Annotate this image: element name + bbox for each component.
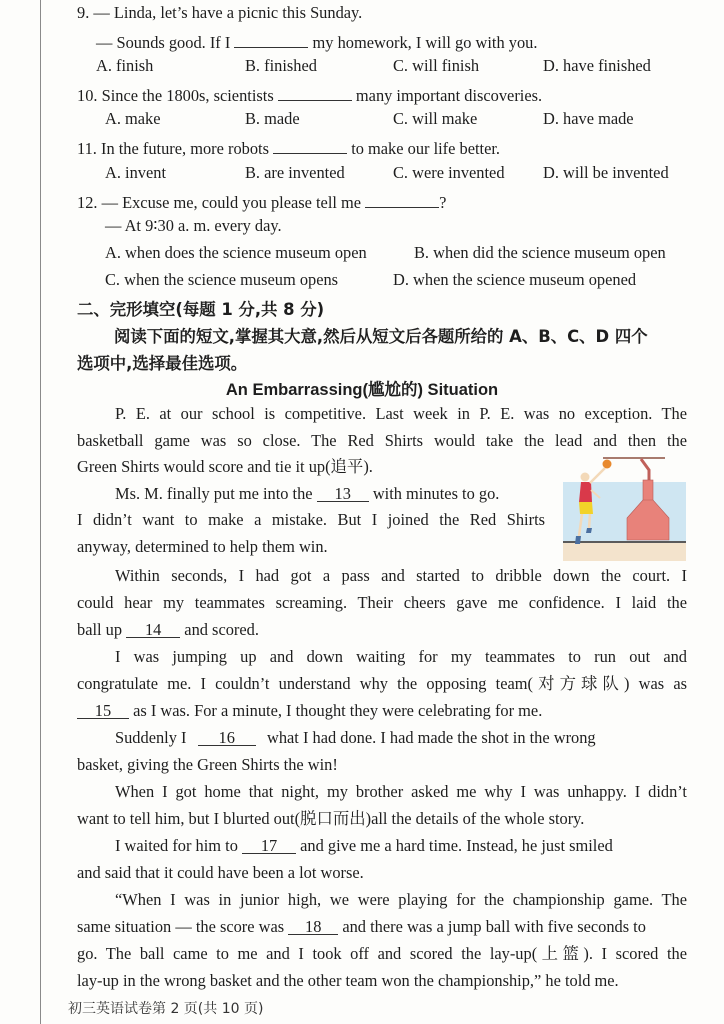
- passage-text: Suddenly I: [115, 728, 187, 747]
- option-d: D. will be invented: [543, 163, 669, 182]
- option-a: A. invent: [105, 163, 167, 182]
- passage-text: Ms. M. finally put me into the: [115, 484, 313, 503]
- passage-text: same situation — the score was: [77, 917, 285, 936]
- section-heading: 二、完形填空(每题 1 分,共 8 分): [77, 300, 325, 319]
- passage-line: [115, 728, 687, 748]
- question-9-reply: [96, 30, 537, 53]
- passage-line: When I got home that night, my brother asked me why I was unhappy. I didn’t: [115, 782, 687, 801]
- option-c: C. will finish: [393, 56, 480, 75]
- question-text: In the future, more robots: [101, 139, 269, 158]
- page-footer: 初三英语试卷第 2 页(共 10 页): [68, 1001, 264, 1017]
- option-c: C. when the science museum opens: [105, 270, 339, 289]
- option-a: A. finish: [96, 56, 154, 75]
- passage-line: [115, 484, 499, 504]
- option-a: A. when does the science museum open: [105, 243, 367, 262]
- option-b: B. finished: [245, 56, 317, 75]
- section-instruction: 阅读下面的短文,掌握其大意,然后从短文后各题所给的 A、B、C、D 四个: [114, 327, 648, 346]
- blank-15: 15: [77, 701, 129, 719]
- basketball-icon: [603, 460, 612, 469]
- margin-line: [40, 0, 41, 1024]
- question-text: to make our life better.: [351, 139, 501, 158]
- passage-text: and there was a jump ball with five seconds to: [342, 917, 646, 936]
- player-shoe: [575, 536, 581, 544]
- answer-blank: [273, 136, 347, 154]
- option-d: D. have finished: [543, 56, 651, 75]
- option-a: A. make: [105, 109, 161, 128]
- question-text: — Excuse me, could you please tell me: [101, 193, 362, 212]
- player-leg: [589, 514, 590, 528]
- passage-text: and scored.: [184, 620, 259, 639]
- option-b: B. when did the science museum open: [414, 243, 666, 262]
- passage-line: could hear my teammates screaming. Their cheers gave me confidence. I laid the: [77, 593, 687, 612]
- blank-16: 16: [198, 728, 256, 746]
- passage-text: what I had done. I had made the shot in the wrong: [266, 728, 596, 747]
- passage-line: basket, giving the Green Shirts the win!: [77, 755, 338, 774]
- blank-17: 17: [242, 836, 296, 854]
- question-text: — Linda, let’s have a picnic this Sunday.: [93, 3, 363, 22]
- blank-18: 18: [288, 917, 338, 935]
- passage-line: go. The ball came to me and I took off and scored the lay-up(上篮). I scored the: [77, 944, 687, 963]
- court-floor: [563, 542, 686, 561]
- question-text: my homework, I will go with you.: [312, 33, 538, 52]
- question-text: ?: [439, 193, 447, 212]
- passage-line: I didn’t want to make a mistake. But I joined the Red Shirts: [77, 510, 545, 529]
- question-text: Since the 1800s, scientists: [101, 86, 274, 105]
- passage-line: basketball game was so close. The Red Shirts would take the lead and then the: [77, 431, 687, 450]
- option-c: C. will make: [393, 109, 478, 128]
- passage-line: I was jumping up and down waiting for my teammates to run out and: [115, 647, 687, 666]
- passage-line: [77, 917, 646, 937]
- player-head: [581, 473, 590, 482]
- blank-14: 14: [126, 620, 180, 638]
- player-shirt: [579, 482, 592, 502]
- question-12: [77, 190, 446, 213]
- player-arm: [590, 468, 605, 483]
- passage-line: Within seconds, I had got a pass and started to dribble down the court. I: [115, 566, 687, 585]
- passage-line: [115, 836, 613, 856]
- answer-blank: [365, 190, 439, 208]
- passage-title: An Embarrassing(尴尬的) Situation: [225, 381, 499, 399]
- question-number: 10.: [77, 86, 98, 105]
- question-9: [77, 3, 362, 23]
- passage-line: P. E. at our school is competitive. Last week in P. E. was no exception. The: [115, 404, 687, 423]
- hoop-arm: [641, 459, 649, 480]
- question-number: 9.: [77, 3, 90, 22]
- option-d: D. when the science museum opened: [393, 270, 637, 289]
- passage-line: lay-up in the wrong basket and the other team won the championship,” he told me.: [77, 971, 619, 990]
- question-text: many important discoveries.: [355, 86, 543, 105]
- basketball-illustration: [563, 456, 686, 561]
- passage-line: want to tell him, but I blurted out(脱口而出)all the details of the whole story.: [77, 809, 585, 828]
- option-b: B. made: [245, 109, 300, 128]
- passage-text: and give me a hard time. Instead, he just smiled: [300, 836, 613, 855]
- section-instruction-cont: 选项中,选择最佳选项。: [77, 354, 248, 373]
- passage-text: as I was. For a minute, I thought they were celebrating for me.: [133, 701, 543, 720]
- passage-text: ball up: [77, 620, 123, 639]
- passage-line: anyway, determined to help them win.: [77, 537, 328, 556]
- question-number: 11.: [77, 139, 97, 158]
- passage-line: and said that it could have been a lot worse.: [77, 863, 364, 882]
- blank-13: 13: [317, 484, 369, 502]
- answer-blank: [234, 30, 308, 48]
- player-shoe: [586, 528, 592, 533]
- passage-line: Green Shirts would score and tie it up(追平).: [77, 457, 373, 476]
- answer-blank: [278, 83, 352, 101]
- question-text: — Sounds good. If I: [96, 33, 231, 52]
- player-shorts: [579, 502, 593, 514]
- question-12-reply: — At 9∶30 a. m. every day.: [105, 216, 282, 235]
- option-d: D. have made: [543, 109, 634, 128]
- option-b: B. are invented: [245, 163, 345, 182]
- passage-line: [77, 620, 259, 640]
- question-11: [77, 136, 500, 159]
- question-number: 12.: [77, 193, 98, 212]
- option-c: C. were invented: [393, 163, 505, 182]
- passage-line: congratulate me. I couldn’t understand why the opposing team(对方球队) was as: [77, 674, 687, 693]
- passage-line: “When I was in junior high, we were playing for the championship game. The: [115, 890, 687, 909]
- passage-text: I waited for him to: [115, 836, 238, 855]
- question-10: [77, 83, 542, 106]
- passage-line: [77, 701, 542, 721]
- passage-text: with minutes to go.: [372, 484, 500, 503]
